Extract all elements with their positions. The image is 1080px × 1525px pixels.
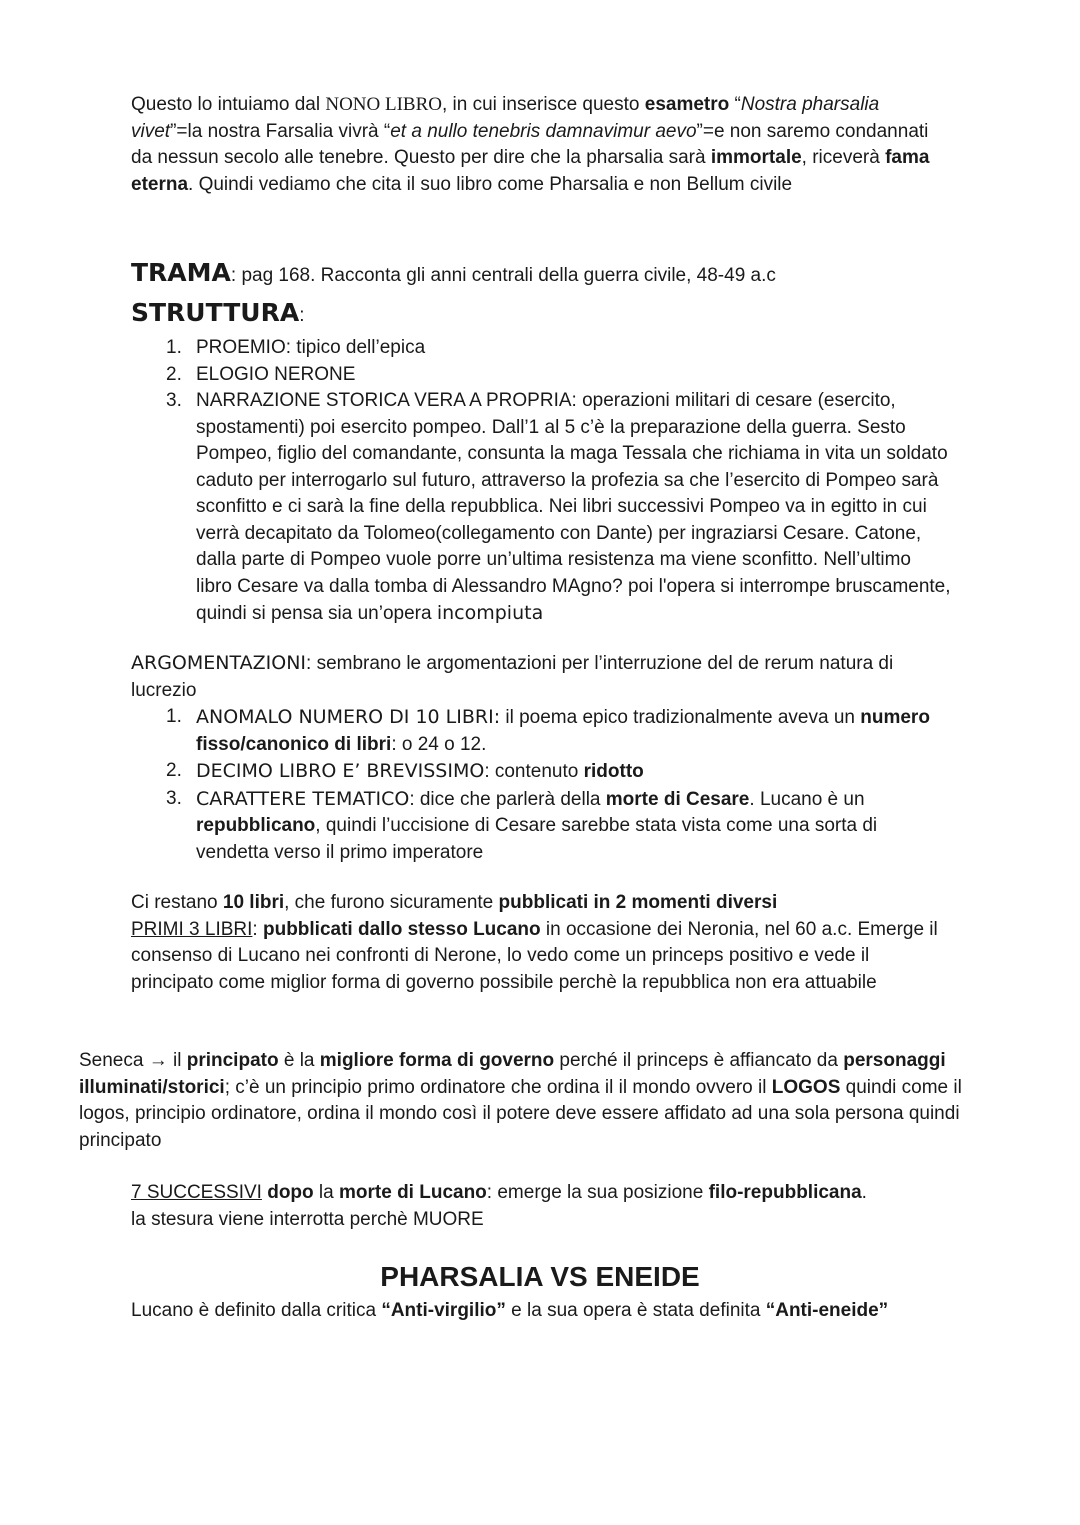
sette-successivi: 7 SUCCESSIVI — [131, 1182, 262, 1203]
list-text: PROEMIO: tipico dell’epica — [196, 337, 426, 358]
text: . Quindi vediamo che cita il suo libro come Pharsalia e non Bellum civile — [188, 173, 793, 195]
list-item — [131, 388, 951, 628]
text: : dice che parlerà della — [409, 788, 606, 810]
argomentazioni-text: : sembrano le argomentazioni per l’interruzione del de rerum natura di lucrezio — [131, 653, 894, 701]
struttura-heading: STRUTTURA — [131, 298, 300, 327]
text: in occasione dei Neronia, nel 60 a.c. Emerge il consenso di Lucano nei confronti di Nerone, lo vedo come un princeps positivo e vede il principato come miglior forma di governo possibile perchè la repubblica non era attuabile — [131, 918, 938, 993]
quote-et-a-nullo: et a nullo tenebris damnavimur aevo — [390, 120, 697, 142]
item-head: CARATTERE TEMATICO — [196, 787, 410, 810]
text: : emerge la sua posizione — [486, 1182, 709, 1203]
bold-text: repubblicano — [196, 815, 316, 836]
bold-text: “Anti-eneide” — [765, 1300, 889, 1321]
bold-text: filo-repubblicana — [708, 1182, 862, 1203]
text: : o 24 o 12. — [391, 733, 487, 755]
fama-eterna: fama eterna — [131, 147, 930, 195]
list-number: 2. — [166, 760, 182, 781]
struttura-list — [131, 335, 951, 628]
list-number: 3. — [166, 787, 182, 809]
trama-text: : pag 168. Racconta gli anni centrali della guerra civile, 48-49 a.c — [230, 265, 776, 286]
list-item — [131, 786, 951, 867]
argomentazioni-paragraph — [131, 650, 951, 704]
bold-text: ridotto — [583, 761, 644, 782]
primi-3-libri: PRIMI 3 LIBRI — [131, 918, 253, 940]
text: è la — [278, 1050, 320, 1071]
text: “ — [729, 94, 741, 115]
list-number: 1. — [166, 337, 182, 358]
text: . — [861, 1182, 867, 1203]
argomentazioni-heading: ARGOMENTAZIONI — [131, 652, 307, 674]
text: quindi come il logos, principio ordinatore, ordina il mondo così il potere deve essere affidato ad una sola persona quindi principato — [79, 1076, 962, 1151]
list-number: 3. — [166, 390, 182, 411]
text: il poema epico tradizionalmente aveva un — [500, 707, 861, 728]
bold-text: LOGOS — [771, 1076, 841, 1098]
bold-text: principato — [186, 1050, 279, 1071]
bold-text: pubblicati dallo stesso Lucano — [262, 918, 541, 940]
bold-text: dopo — [261, 1182, 314, 1203]
incompiuta: incompiuta — [436, 602, 544, 624]
text: la — [313, 1182, 339, 1203]
bold-text: 10 libri — [222, 892, 285, 913]
immortale: immortale — [710, 147, 802, 168]
text: Lucano è definito dalla critica — [131, 1300, 382, 1321]
trama-line — [131, 258, 776, 291]
text: : contenuto — [484, 761, 584, 782]
list-number: 1. — [166, 706, 182, 727]
list-item — [131, 704, 951, 758]
text: Ci restano — [131, 892, 223, 913]
list-item — [131, 758, 951, 786]
list-number: 2. — [166, 363, 182, 385]
text: Seneca → il — [79, 1050, 187, 1071]
colon: : — [299, 305, 305, 326]
nono-libro: NONO LIBRO — [325, 94, 442, 115]
bold-text: “Anti-virgilio” — [381, 1300, 506, 1321]
pharsalia-paragraph — [131, 1298, 971, 1325]
argomentazioni-list — [131, 704, 951, 866]
text: e la sua opera è stata definita — [505, 1300, 766, 1321]
libri-paragraph — [131, 890, 951, 996]
item-head: ANOMALO NUMERO DI 10 LIBRI: — [196, 706, 501, 728]
struttura-heading-line — [131, 298, 304, 331]
text: . Lucano è un — [749, 788, 865, 810]
list-text: NARRAZIONE STORICA VERA A PROPRIA: operazioni militari di cesare (esercito, spostamenti) poi esercito pompeo. Dall’1 al 5 c’è la preparazione della guerra. Sesto Pompeo, figlio del comandante, consunta la maga Tessala che richiama in vita un soldato caduto per interrogarlo sul futuro, attraverso la profezia sa che l’esercito di Pompeo sarà sconfitto e ci sarà la fine della repubblica. Nei libri successivi Pompeo va in egitto in cui verrà decapitato da Tolomeo(collegamento con Dante) per ingraziarsi Cesare. Catone, dalla parte di Pompeo vuole porre un’ultima resistenza ma viene sconfitto. Nell’ultimo libro Cesare va dalla tomba di Alessandro MAgno? poi l'opera si interrompe bruscamente, quindi si pensa sia un’opera — [196, 390, 951, 624]
text: , che furono sicuramente — [284, 892, 499, 913]
esametro: esametro — [644, 94, 730, 115]
bold-text: morte di Lucano — [339, 1182, 487, 1203]
trama-heading: TRAMA — [131, 258, 231, 287]
text: : — [252, 918, 263, 940]
item-head: DECIMO LIBRO E’ BREVISSIMO — [196, 760, 485, 782]
bold-text: personaggi illuminati/storici — [79, 1050, 946, 1098]
quote-nostra-pharsalia: Nostra pharsalia vivet — [131, 94, 880, 142]
section-title: PHARSALIA VS ENEIDE — [380, 1261, 700, 1292]
intro-paragraph — [131, 92, 951, 198]
seneca-paragraph — [79, 1048, 999, 1154]
bold-text: pubblicati in 2 momenti diversi — [498, 892, 778, 913]
bold-text: morte di Cesare — [605, 788, 750, 810]
successivi-paragraph — [131, 1180, 951, 1233]
text: , riceverà — [801, 147, 886, 168]
text: , in cui inserisce questo — [441, 94, 645, 115]
list-item — [131, 335, 951, 362]
list-text: ELOGIO NERONE — [196, 363, 356, 385]
text: perché il princeps è affiancato da — [554, 1050, 844, 1071]
text: Questo lo intuiamo dal — [131, 94, 326, 115]
bold-text: migliore forma di governo — [319, 1050, 555, 1071]
text: ; c’è un principio primo ordinatore che ordina il il mondo ovvero il — [224, 1076, 772, 1098]
text: , quindi l’uccisione di Cesare sarebbe stata vista come una sorta di vendetta verso il primo imperatore — [196, 815, 878, 863]
bold-text: numero fisso/canonico di libri — [196, 707, 930, 755]
text: ”=e non saremo condannati da nessun secolo alle tenebre. Questo per dire che la pharsalia sarà — [131, 120, 929, 168]
text: ”=la nostra Farsalia vivrà “ — [170, 120, 391, 142]
list-item — [131, 362, 951, 389]
text: la stesura viene interrotta perchè MUORE — [131, 1208, 484, 1230]
